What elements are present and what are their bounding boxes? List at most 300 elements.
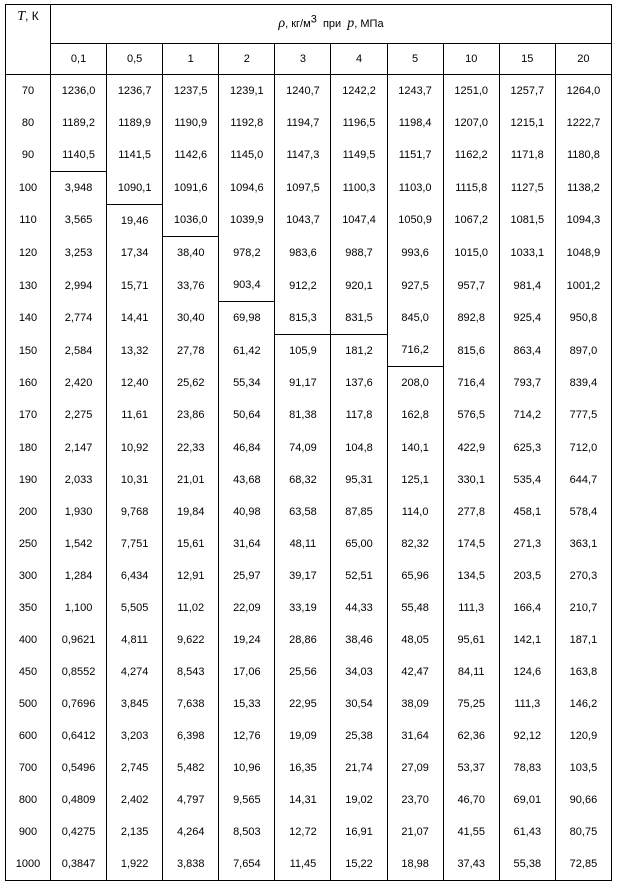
density-cell: 74,09 bbox=[275, 431, 331, 463]
density-cell: 61,42 bbox=[219, 334, 275, 367]
density-cell: 27,78 bbox=[163, 334, 219, 367]
density-cell: 103,5 bbox=[555, 752, 611, 784]
temperature-cell: 600 bbox=[6, 720, 51, 752]
density-cell: 72,85 bbox=[555, 848, 611, 881]
density-cell: 22,09 bbox=[219, 592, 275, 624]
pressure-header-row bbox=[6, 44, 612, 75]
density-cell: 1,930 bbox=[51, 496, 107, 528]
density-cell: 1094,3 bbox=[555, 204, 611, 237]
density-cell: 162,8 bbox=[387, 399, 443, 431]
density-cell: 120,9 bbox=[555, 720, 611, 752]
density-cell: 981,4 bbox=[499, 269, 555, 302]
table-row bbox=[6, 107, 612, 139]
density-cell: 2,135 bbox=[107, 816, 163, 848]
density-cell: 1194,7 bbox=[275, 107, 331, 139]
density-cell: 34,03 bbox=[331, 656, 387, 688]
pressure-header-cell: 0,5 bbox=[107, 44, 163, 75]
density-cell: 1171,8 bbox=[499, 139, 555, 172]
temperature-header bbox=[6, 5, 51, 75]
table-body bbox=[6, 75, 612, 881]
density-cell: 1127,5 bbox=[499, 172, 555, 205]
density-cell: 1189,2 bbox=[51, 107, 107, 139]
density-cell: 978,2 bbox=[219, 237, 275, 270]
pressure-header-cell: 15 bbox=[499, 44, 555, 75]
temperature-cell: 120 bbox=[6, 237, 51, 270]
temperature-cell: 180 bbox=[6, 431, 51, 463]
density-cell: 1222,7 bbox=[555, 107, 611, 139]
density-cell: 105,9 bbox=[275, 334, 331, 367]
density-cell: 330,1 bbox=[443, 464, 499, 496]
density-cell: 16,35 bbox=[275, 752, 331, 784]
density-cell: 1103,0 bbox=[387, 172, 443, 205]
density-cell: 14,41 bbox=[107, 302, 163, 335]
temperature-cell: 800 bbox=[6, 784, 51, 816]
density-cell: 19,02 bbox=[331, 784, 387, 816]
density-cell: 1190,9 bbox=[163, 107, 219, 139]
density-cell: 23,86 bbox=[163, 399, 219, 431]
density-cell: 2,420 bbox=[51, 367, 107, 400]
table-row bbox=[6, 784, 612, 816]
density-cell: 927,5 bbox=[387, 269, 443, 302]
density-cell: 270,3 bbox=[555, 560, 611, 592]
density-cell: 1162,2 bbox=[443, 139, 499, 172]
table-row bbox=[6, 237, 612, 270]
temperature-cell: 100 bbox=[6, 172, 51, 205]
density-cell: 63,58 bbox=[275, 496, 331, 528]
density-cell: 91,17 bbox=[275, 367, 331, 400]
density-cell: 1147,3 bbox=[275, 139, 331, 172]
density-cell: 839,4 bbox=[555, 367, 611, 400]
density-cell: 1115,8 bbox=[443, 172, 499, 205]
table-row bbox=[6, 752, 612, 784]
density-cell: 4,274 bbox=[107, 656, 163, 688]
density-cell: 61,43 bbox=[499, 816, 555, 848]
temperature-cell: 130 bbox=[6, 269, 51, 302]
density-cell: 12,76 bbox=[219, 720, 275, 752]
density-cell: 1189,9 bbox=[107, 107, 163, 139]
density-cell: 1141,5 bbox=[107, 139, 163, 172]
density-cell: 5,482 bbox=[163, 752, 219, 784]
density-cell: 8,543 bbox=[163, 656, 219, 688]
temperature-cell: 200 bbox=[6, 496, 51, 528]
table-row bbox=[6, 269, 612, 302]
density-cell: 1243,7 bbox=[387, 75, 443, 108]
density-cell: 81,38 bbox=[275, 399, 331, 431]
density-cell: 19,46 bbox=[107, 204, 163, 237]
density-cell: 983,6 bbox=[275, 237, 331, 270]
density-cell: 831,5 bbox=[331, 302, 387, 335]
temperature-cell: 700 bbox=[6, 752, 51, 784]
pressure-header-cell: 2 bbox=[219, 44, 275, 75]
density-cell: 793,7 bbox=[499, 367, 555, 400]
density-cell: 2,147 bbox=[51, 431, 107, 463]
density-cell: 44,33 bbox=[331, 592, 387, 624]
density-cell: 18,98 bbox=[387, 848, 443, 881]
table-row bbox=[6, 592, 612, 624]
density-cell: 48,11 bbox=[275, 528, 331, 560]
table-row bbox=[6, 848, 612, 881]
density-cell: 925,4 bbox=[499, 302, 555, 335]
density-cell: 422,9 bbox=[443, 431, 499, 463]
density-cell: 13,32 bbox=[107, 334, 163, 367]
density-cell: 0,7696 bbox=[51, 688, 107, 720]
density-cell: 535,4 bbox=[499, 464, 555, 496]
pressure-header-cell: 4 bbox=[331, 44, 387, 75]
density-cell: 1097,5 bbox=[275, 172, 331, 205]
density-cell: 0,6412 bbox=[51, 720, 107, 752]
density-cell: 25,97 bbox=[219, 560, 275, 592]
density-cell: 10,96 bbox=[219, 752, 275, 784]
density-cell: 3,845 bbox=[107, 688, 163, 720]
density-cell: 3,565 bbox=[51, 204, 107, 237]
density-cell: 15,22 bbox=[331, 848, 387, 881]
density-cell: 1142,6 bbox=[163, 139, 219, 172]
density-cell: 4,264 bbox=[163, 816, 219, 848]
density-cell: 1,922 bbox=[107, 848, 163, 881]
density-cell: 2,745 bbox=[107, 752, 163, 784]
pressure-header-cell: 10 bbox=[443, 44, 499, 75]
density-cell: 11,02 bbox=[163, 592, 219, 624]
density-cell: 62,36 bbox=[443, 720, 499, 752]
density-cell: 815,3 bbox=[275, 302, 331, 335]
density-cell: 777,5 bbox=[555, 399, 611, 431]
density-cell: 1180,8 bbox=[555, 139, 611, 172]
density-cell: 114,0 bbox=[387, 496, 443, 528]
density-cell: 31,64 bbox=[219, 528, 275, 560]
density-cell: 142,1 bbox=[499, 624, 555, 656]
rho-symbol: ρ bbox=[278, 16, 286, 31]
density-cell: 815,6 bbox=[443, 334, 499, 367]
t-unit: , К bbox=[25, 9, 39, 23]
density-cell: 55,48 bbox=[387, 592, 443, 624]
density-cell: 39,17 bbox=[275, 560, 331, 592]
density-cell: 0,4275 bbox=[51, 816, 107, 848]
density-cell: 716,4 bbox=[443, 367, 499, 400]
density-cell: 4,797 bbox=[163, 784, 219, 816]
rho-unit-exponent: 3 bbox=[310, 13, 317, 26]
density-cell: 1,542 bbox=[51, 528, 107, 560]
density-cell: 95,61 bbox=[443, 624, 499, 656]
density-cell: 1236,7 bbox=[107, 75, 163, 108]
density-cell: 87,85 bbox=[331, 496, 387, 528]
density-cell: 187,1 bbox=[555, 624, 611, 656]
density-cell: 271,3 bbox=[499, 528, 555, 560]
density-cell: 7,638 bbox=[163, 688, 219, 720]
density-cell: 92,12 bbox=[499, 720, 555, 752]
density-cell: 0,4809 bbox=[51, 784, 107, 816]
table-row bbox=[6, 656, 612, 688]
density-cell: 174,5 bbox=[443, 528, 499, 560]
density-cell: 1198,4 bbox=[387, 107, 443, 139]
density-cell: 897,0 bbox=[555, 334, 611, 367]
density-cell: 7,654 bbox=[219, 848, 275, 881]
table-row bbox=[6, 431, 612, 463]
density-cell: 1001,2 bbox=[555, 269, 611, 302]
rho-unit: , кг/м bbox=[285, 18, 311, 30]
density-cell: 30,54 bbox=[331, 688, 387, 720]
density-cell: 1081,5 bbox=[499, 204, 555, 237]
density-cell: 1047,4 bbox=[331, 204, 387, 237]
density-cell: 9,768 bbox=[107, 496, 163, 528]
density-cell: 22,95 bbox=[275, 688, 331, 720]
temperature-cell: 140 bbox=[6, 302, 51, 335]
density-cell: 1192,8 bbox=[219, 107, 275, 139]
density-cell: 40,98 bbox=[219, 496, 275, 528]
rho-mid-text: при bbox=[322, 18, 342, 30]
density-cell: 22,33 bbox=[163, 431, 219, 463]
pressure-header-cell: 3 bbox=[275, 44, 331, 75]
density-cell: 9,622 bbox=[163, 624, 219, 656]
density-cell: 21,01 bbox=[163, 464, 219, 496]
density-cell: 50,64 bbox=[219, 399, 275, 431]
density-header bbox=[51, 5, 612, 44]
density-cell: 863,4 bbox=[499, 334, 555, 367]
density-cell: 1242,2 bbox=[331, 75, 387, 108]
density-cell: 1094,6 bbox=[219, 172, 275, 205]
density-cell: 46,84 bbox=[219, 431, 275, 463]
density-cell: 208,0 bbox=[387, 367, 443, 400]
density-cell: 8,503 bbox=[219, 816, 275, 848]
density-cell: 2,402 bbox=[107, 784, 163, 816]
table-row bbox=[6, 624, 612, 656]
p-symbol: p bbox=[347, 16, 355, 31]
density-cell: 1196,5 bbox=[331, 107, 387, 139]
density-cell: 1145,0 bbox=[219, 139, 275, 172]
density-cell: 3,838 bbox=[163, 848, 219, 881]
density-cell: 9,565 bbox=[219, 784, 275, 816]
temperature-cell: 450 bbox=[6, 656, 51, 688]
density-cell: 46,70 bbox=[443, 784, 499, 816]
table-row bbox=[6, 496, 612, 528]
density-cell: 82,32 bbox=[387, 528, 443, 560]
density-cell: 12,40 bbox=[107, 367, 163, 400]
pressure-header-cell: 1 bbox=[163, 44, 219, 75]
density-cell: 146,2 bbox=[555, 688, 611, 720]
pressure-header-cell: 20 bbox=[555, 44, 611, 75]
density-cell: 1140,5 bbox=[51, 139, 107, 172]
density-cell: 845,0 bbox=[387, 302, 443, 335]
density-cell: 134,5 bbox=[443, 560, 499, 592]
density-cell: 203,5 bbox=[499, 560, 555, 592]
density-cell: 14,31 bbox=[275, 784, 331, 816]
table-row bbox=[6, 172, 612, 205]
density-cell: 1,284 bbox=[51, 560, 107, 592]
temperature-cell: 170 bbox=[6, 399, 51, 431]
density-cell: 43,68 bbox=[219, 464, 275, 496]
temperature-cell: 190 bbox=[6, 464, 51, 496]
temperature-cell: 150 bbox=[6, 334, 51, 367]
density-cell: 1043,7 bbox=[275, 204, 331, 237]
density-cell: 578,4 bbox=[555, 496, 611, 528]
density-cell: 957,7 bbox=[443, 269, 499, 302]
density-cell: 10,92 bbox=[107, 431, 163, 463]
temperature-cell: 350 bbox=[6, 592, 51, 624]
density-cell: 712,0 bbox=[555, 431, 611, 463]
density-cell: 19,24 bbox=[219, 624, 275, 656]
density-cell: 2,774 bbox=[51, 302, 107, 335]
table-row bbox=[6, 139, 612, 172]
density-cell: 1015,0 bbox=[443, 237, 499, 270]
density-cell: 166,4 bbox=[499, 592, 555, 624]
density-cell: 912,2 bbox=[275, 269, 331, 302]
density-cell: 78,83 bbox=[499, 752, 555, 784]
density-cell: 1067,2 bbox=[443, 204, 499, 237]
density-cell: 38,09 bbox=[387, 688, 443, 720]
density-cell: 277,8 bbox=[443, 496, 499, 528]
density-cell: 1240,7 bbox=[275, 75, 331, 108]
density-cell: 41,55 bbox=[443, 816, 499, 848]
temperature-cell: 400 bbox=[6, 624, 51, 656]
density-cell: 137,6 bbox=[331, 367, 387, 400]
density-cell: 27,09 bbox=[387, 752, 443, 784]
density-cell: 3,203 bbox=[107, 720, 163, 752]
table-row bbox=[6, 688, 612, 720]
density-cell: 920,1 bbox=[331, 269, 387, 302]
temperature-cell: 300 bbox=[6, 560, 51, 592]
density-cell: 644,7 bbox=[555, 464, 611, 496]
density-cell: 993,6 bbox=[387, 237, 443, 270]
t-symbol: T bbox=[17, 9, 26, 24]
density-cell: 1207,0 bbox=[443, 107, 499, 139]
table-row bbox=[6, 204, 612, 237]
density-cell: 1100,3 bbox=[331, 172, 387, 205]
density-cell: 17,06 bbox=[219, 656, 275, 688]
density-cell: 7,751 bbox=[107, 528, 163, 560]
density-cell: 163,8 bbox=[555, 656, 611, 688]
density-cell: 1039,9 bbox=[219, 204, 275, 237]
density-cell: 33,76 bbox=[163, 269, 219, 302]
density-cell: 1251,0 bbox=[443, 75, 499, 108]
density-cell: 117,8 bbox=[331, 399, 387, 431]
density-cell: 2,994 bbox=[51, 269, 107, 302]
density-cell: 55,34 bbox=[219, 367, 275, 400]
table-row bbox=[6, 528, 612, 560]
density-cell: 1236,0 bbox=[51, 75, 107, 108]
density-cell: 0,5496 bbox=[51, 752, 107, 784]
density-cell: 458,1 bbox=[499, 496, 555, 528]
density-cell: 1050,9 bbox=[387, 204, 443, 237]
density-cell: 68,32 bbox=[275, 464, 331, 496]
density-cell: 25,38 bbox=[331, 720, 387, 752]
density-cell: 1149,5 bbox=[331, 139, 387, 172]
table-row bbox=[6, 75, 612, 108]
temperature-cell: 80 bbox=[6, 107, 51, 139]
table-row bbox=[6, 720, 612, 752]
density-cell: 42,47 bbox=[387, 656, 443, 688]
density-cell: 3,948 bbox=[51, 172, 107, 205]
density-cell: 181,2 bbox=[331, 334, 387, 367]
temperature-cell: 90 bbox=[6, 139, 51, 172]
density-cell: 48,05 bbox=[387, 624, 443, 656]
density-cell: 1091,6 bbox=[163, 172, 219, 205]
pressure-header-cell: 5 bbox=[387, 44, 443, 75]
density-cell: 1138,2 bbox=[555, 172, 611, 205]
density-cell: 1264,0 bbox=[555, 75, 611, 108]
density-cell: 53,37 bbox=[443, 752, 499, 784]
density-cell: 3,253 bbox=[51, 237, 107, 270]
density-cell: 65,96 bbox=[387, 560, 443, 592]
density-cell: 21,07 bbox=[387, 816, 443, 848]
temperature-cell: 250 bbox=[6, 528, 51, 560]
density-cell: 38,40 bbox=[163, 237, 219, 270]
density-cell: 4,811 bbox=[107, 624, 163, 656]
density-cell: 80,75 bbox=[555, 816, 611, 848]
density-cell: 11,45 bbox=[275, 848, 331, 881]
density-cell: 6,434 bbox=[107, 560, 163, 592]
density-cell: 950,8 bbox=[555, 302, 611, 335]
density-cell: 714,2 bbox=[499, 399, 555, 431]
density-cell: 55,38 bbox=[499, 848, 555, 881]
density-cell: 52,51 bbox=[331, 560, 387, 592]
temperature-cell: 900 bbox=[6, 816, 51, 848]
pressure-header-cell: 0,1 bbox=[51, 44, 107, 75]
density-cell: 140,1 bbox=[387, 431, 443, 463]
density-cell: 1090,1 bbox=[107, 172, 163, 205]
density-cell: 21,74 bbox=[331, 752, 387, 784]
density-cell: 576,5 bbox=[443, 399, 499, 431]
density-cell: 210,7 bbox=[555, 592, 611, 624]
density-cell: 1,100 bbox=[51, 592, 107, 624]
density-cell: 10,31 bbox=[107, 464, 163, 496]
density-cell: 95,31 bbox=[331, 464, 387, 496]
density-cell: 65,00 bbox=[331, 528, 387, 560]
table-row bbox=[6, 367, 612, 400]
density-cell: 5,505 bbox=[107, 592, 163, 624]
density-cell: 19,09 bbox=[275, 720, 331, 752]
density-cell: 15,61 bbox=[163, 528, 219, 560]
density-cell: 30,40 bbox=[163, 302, 219, 335]
density-cell: 16,91 bbox=[331, 816, 387, 848]
density-cell: 37,43 bbox=[443, 848, 499, 881]
density-cell: 1151,7 bbox=[387, 139, 443, 172]
density-cell: 988,7 bbox=[331, 237, 387, 270]
density-cell: 75,25 bbox=[443, 688, 499, 720]
density-cell: 125,1 bbox=[387, 464, 443, 496]
temperature-cell: 70 bbox=[6, 75, 51, 108]
density-cell: 111,3 bbox=[443, 592, 499, 624]
density-cell: 716,2 bbox=[387, 334, 443, 367]
density-cell: 11,61 bbox=[107, 399, 163, 431]
p-unit: , МПа bbox=[354, 18, 384, 30]
table-row bbox=[6, 464, 612, 496]
density-cell: 1239,1 bbox=[219, 75, 275, 108]
table-row bbox=[6, 399, 612, 431]
density-cell: 111,3 bbox=[499, 688, 555, 720]
density-cell: 12,91 bbox=[163, 560, 219, 592]
density-cell: 25,56 bbox=[275, 656, 331, 688]
density-cell: 903,4 bbox=[219, 269, 275, 302]
density-cell: 0,8552 bbox=[51, 656, 107, 688]
density-cell: 90,66 bbox=[555, 784, 611, 816]
density-cell: 892,8 bbox=[443, 302, 499, 335]
temperature-cell: 500 bbox=[6, 688, 51, 720]
density-cell: 15,33 bbox=[219, 688, 275, 720]
density-cell: 6,398 bbox=[163, 720, 219, 752]
density-cell: 28,86 bbox=[275, 624, 331, 656]
density-cell: 1237,5 bbox=[163, 75, 219, 108]
density-cell: 625,3 bbox=[499, 431, 555, 463]
temperature-cell: 160 bbox=[6, 367, 51, 400]
density-cell: 25,62 bbox=[163, 367, 219, 400]
density-cell: 363,1 bbox=[555, 528, 611, 560]
density-cell: 0,9621 bbox=[51, 624, 107, 656]
density-cell: 124,6 bbox=[499, 656, 555, 688]
table-row bbox=[6, 302, 612, 335]
temperature-cell: 1000 bbox=[6, 848, 51, 881]
density-cell: 19,84 bbox=[163, 496, 219, 528]
table-row bbox=[6, 816, 612, 848]
density-cell: 23,70 bbox=[387, 784, 443, 816]
